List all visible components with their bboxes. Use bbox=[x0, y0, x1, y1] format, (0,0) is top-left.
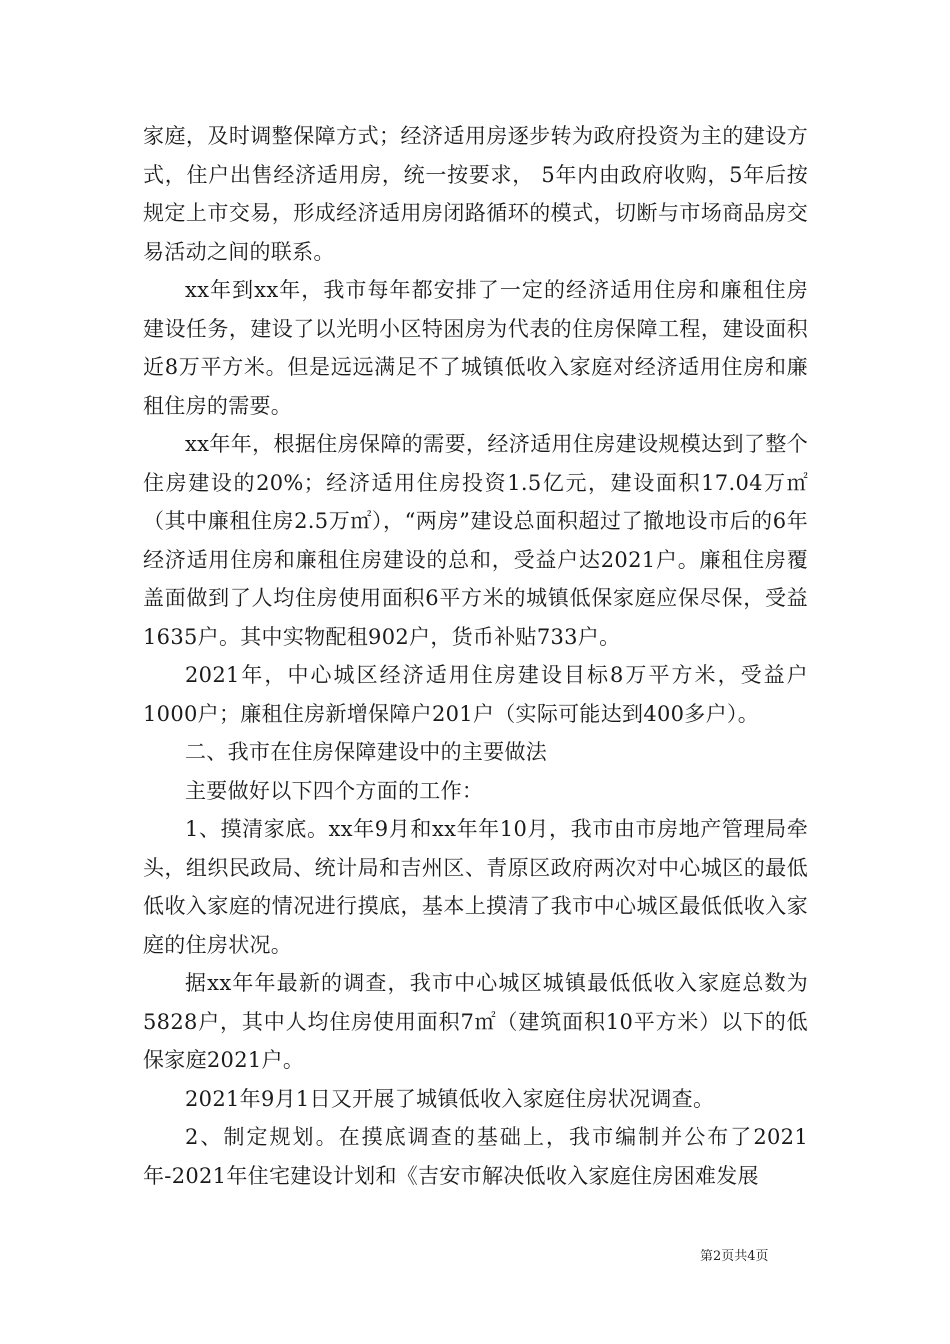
paragraph-4: 2021年，中心城区经济适用住房建设目标8万平方米，受益户1000户；廉租住房新增保障户201户（实际可能达到400多户）。 bbox=[143, 663, 808, 726]
paragraph-10: 2、制定规划。在摸底调查的基础上，我市编制并公布了2021年-2021年住宅建设计划和《吉安市解决低收入家庭住房困难发展 bbox=[143, 1125, 808, 1188]
paragraph-6: 主要做好以下四个方面的工作： bbox=[185, 778, 484, 803]
paragraph-1: 家庭，及时调整保障方式；经济适用房逐步转为政府投资为主的建设方式，住户出售经济适用房，统一按要求， 5年内由政府收购，5年后按规定上市交易，形成经济适用房闭路循环的模式，切断与市场商品房交易活动之间的联系。 bbox=[143, 124, 808, 264]
section-heading: 二、我市在住房保障建设中的主要做法 bbox=[185, 740, 548, 764]
paragraph-9: 2021年9月1日又开展了城镇低收入家庭住房状况调查。 bbox=[185, 1086, 715, 1111]
paragraph-2: xx年到xx年，我市每年都安排了一定的经济适用住房和廉租住房建设任务，建设了以光明小区特困房为代表的住房保障工程，建设面积近8万平方米。但是远远满足不了城镇低收入家庭对经济适用住房和廉租住房的需要。 bbox=[143, 278, 808, 418]
paragraph-3: xx年年，根据住房保障的需要，经济适用住房建设规模达到了整个住房建设的20%；经济适用住房投资1.5亿元，建设面积17.04万㎡（其中廉租住房2.5万㎡），“两房”建设总面积超过了撤地设市后的6年经济适用住房和廉租住房建设的总和，受益户达2021户。廉租住房覆盖面做到了人均住房使用面积6平方米的城镇低保家庭应保尽保，受益1635户。其中实物配租902户，货币补贴733户。 bbox=[143, 432, 808, 649]
page-number: 第2页共4页 bbox=[700, 1249, 769, 1264]
body-text bbox=[143, 117, 808, 1195]
paragraph-8: 据xx年年最新的调查，我市中心城区城镇最低低收入家庭总数为5828户，其中人均住房使用面积7㎡（建筑面积10平方米）以下的低保家庭2021户。 bbox=[143, 971, 808, 1072]
paragraph-7: 1、摸清家底。xx年9月和xx年年10月，我市由市房地产管理局牵头，组织民政局、统计局和吉州区、青原区政府两次对中心城区的最低低收入家庭的情况进行摸底，基本上摸清了我市中心城区最低低收入家庭的住房状况。 bbox=[143, 817, 808, 957]
